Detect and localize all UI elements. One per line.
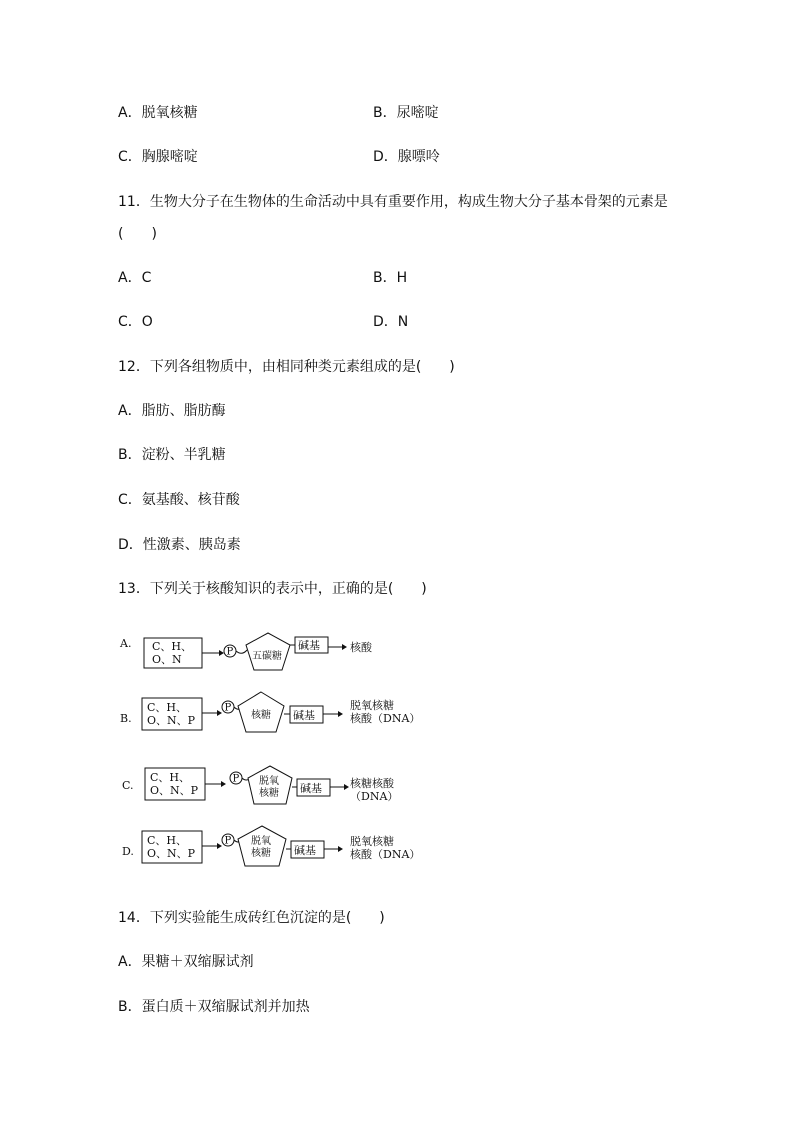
elements-line1: C、H、 bbox=[152, 640, 193, 653]
diagram-letter: A. bbox=[120, 637, 132, 650]
result-arrow-head bbox=[342, 644, 347, 650]
arrow-head bbox=[221, 781, 226, 787]
base-label: 碱基 bbox=[294, 844, 316, 857]
q12-option-d: D．性激素、胰岛素 bbox=[118, 537, 241, 553]
sugar-line1: 核糖 bbox=[251, 710, 271, 721]
q13-diagram-c bbox=[118, 766, 438, 806]
elements-line1: C、H、 bbox=[150, 771, 191, 784]
q10-option-a: A．脱氧核糖 bbox=[118, 105, 198, 121]
result-arrow-head bbox=[338, 846, 343, 852]
q14-option-b: B．蛋白质＋双缩脲试剂并加热 bbox=[118, 999, 310, 1015]
result-line1: 脱氧核糖 bbox=[350, 835, 394, 848]
elements-line2: O、N、P bbox=[150, 784, 199, 797]
q12-option-a: A．脂肪、脂肪酶 bbox=[118, 403, 226, 419]
sugar-line2: 核糖 bbox=[251, 848, 271, 859]
result-line2: （DNA） bbox=[350, 790, 399, 803]
q11-option-d: D．N bbox=[373, 314, 409, 330]
diagram-letter: B. bbox=[120, 712, 132, 725]
result-line2: 核酸（DNA） bbox=[350, 712, 421, 725]
diagram-a-svg bbox=[118, 632, 438, 676]
q11-stem: 11．生物大分子在生物体的生命活动中具有重要作用，构成生物大分子基本骨架的元素是 bbox=[118, 194, 668, 210]
q10-option-c: C．胸腺嘧啶 bbox=[118, 149, 198, 165]
phosphate-symbol: P bbox=[224, 835, 232, 847]
sugar-line2: 核糖 bbox=[259, 788, 279, 799]
diagram-letter: C. bbox=[122, 779, 134, 792]
q14-stem: 14．下列实验能生成砖红色沉淀的是( ) bbox=[118, 910, 385, 926]
phosphate-symbol: P bbox=[232, 773, 240, 785]
arrow-head bbox=[217, 843, 222, 849]
sugar-line1: 脱氧 bbox=[259, 776, 279, 787]
base-label: 碱基 bbox=[300, 782, 322, 795]
bond-line bbox=[236, 650, 247, 653]
phosphate-symbol: P bbox=[224, 702, 232, 714]
q11-option-c: C．O bbox=[118, 314, 153, 330]
result-line1: 脱氧核糖 bbox=[350, 699, 394, 712]
elements-line1: C、H、 bbox=[147, 834, 188, 847]
diagram-c-svg bbox=[118, 766, 438, 810]
q12-stem: 12．下列各组物质中，由相同种类元素组成的是( ) bbox=[118, 359, 455, 375]
elements-line2: O、N、P bbox=[147, 714, 196, 727]
phosphate-symbol: P bbox=[226, 646, 234, 658]
sugar-line1: 脱氧 bbox=[251, 836, 271, 847]
q13-diagram-b bbox=[118, 692, 438, 732]
q10-option-d: D．腺嘌呤 bbox=[373, 149, 440, 165]
result-line1: 核糖核酸 bbox=[350, 777, 394, 790]
q10-option-b: B．尿嘧啶 bbox=[373, 105, 439, 121]
sugar-line1: 五碳糖 bbox=[252, 651, 282, 662]
q13-diagram-a bbox=[118, 632, 438, 672]
diagram-b-svg bbox=[118, 692, 438, 736]
result-arrow-head bbox=[344, 784, 349, 790]
q13-stem: 13．下列关于核酸知识的表示中，正确的是( ) bbox=[118, 581, 427, 597]
diagram-letter: D. bbox=[122, 845, 134, 858]
arrow-head bbox=[217, 710, 222, 716]
q12-option-c: C．氨基酸、核苷酸 bbox=[118, 492, 240, 508]
elements-line2: O、N、P bbox=[147, 847, 196, 860]
result-arrow-head bbox=[338, 711, 343, 717]
base-label: 碱基 bbox=[298, 639, 320, 652]
elements-line1: C、H、 bbox=[147, 701, 188, 714]
q14-option-a: A．果糖＋双缩脲试剂 bbox=[118, 954, 254, 970]
result-line1: 核酸 bbox=[350, 641, 372, 654]
base-label: 碱基 bbox=[293, 709, 315, 722]
elements-line2: O、N bbox=[152, 653, 182, 666]
q13-diagram-d bbox=[118, 826, 438, 866]
arrow-head bbox=[219, 650, 224, 656]
q11-option-b: B．H bbox=[373, 270, 408, 286]
q11-option-a: A．C bbox=[118, 270, 152, 286]
q12-option-b: B．淀粉、半乳糖 bbox=[118, 447, 226, 463]
q11-paren: ( ) bbox=[118, 226, 157, 242]
diagram-d-svg bbox=[118, 826, 438, 870]
result-line2: 核酸（DNA） bbox=[350, 848, 421, 861]
